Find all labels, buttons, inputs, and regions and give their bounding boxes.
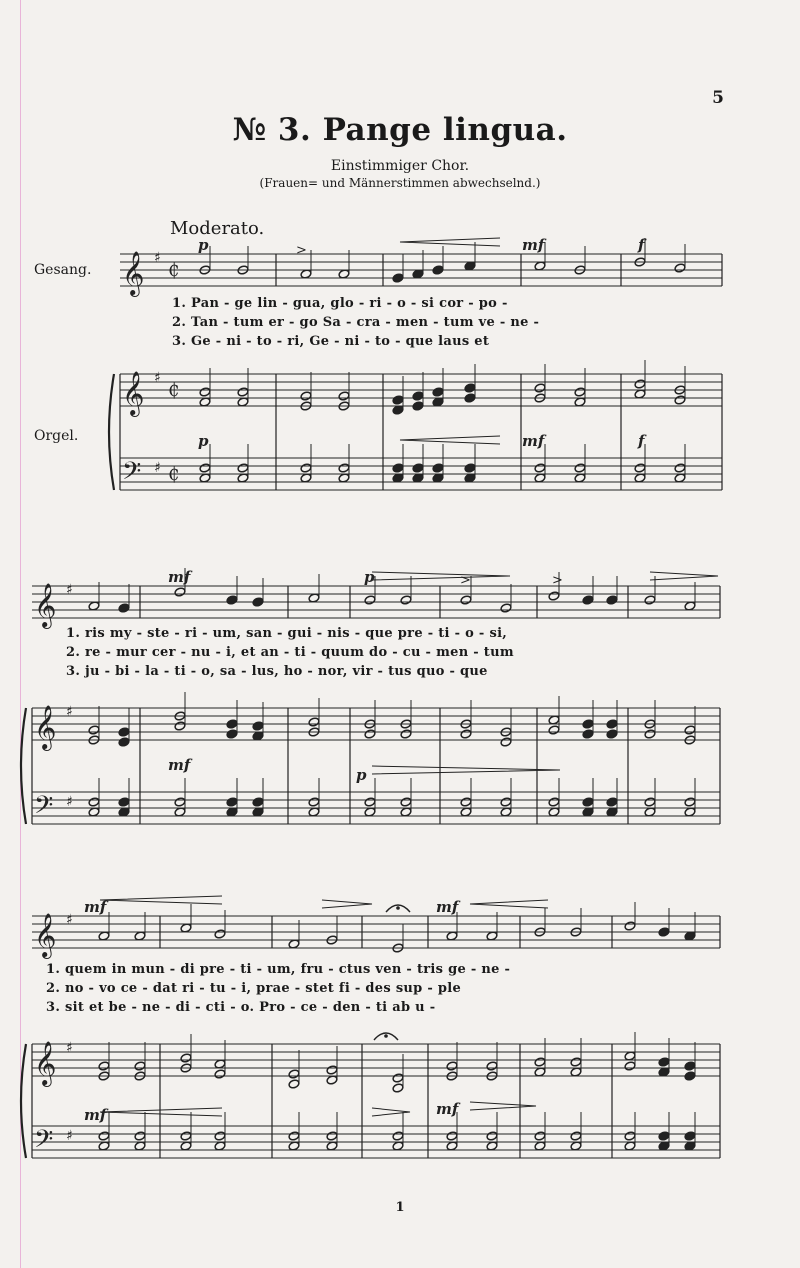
performance-note: (Frauen= und Männerstimmen abwechselnd.): [259, 176, 541, 190]
notehead: [364, 797, 376, 807]
notehead: [364, 729, 376, 739]
notehead: [226, 719, 238, 729]
notehead: [658, 1131, 670, 1141]
notehead: [237, 463, 249, 473]
sharp-icon: ♯: [66, 582, 73, 598]
notehead: [446, 1061, 458, 1071]
notehead: [674, 263, 686, 273]
clef-icon: 𝄢: [34, 791, 54, 826]
dynamic-marking: mf: [168, 568, 191, 586]
fermata-icon: [396, 906, 400, 910]
notehead: [364, 595, 376, 605]
lyric-line: 1. ris my - ste - ri - um, san - gui - nis - que pre - ti - o - si,: [66, 626, 508, 641]
decrescendo-hairpin: [372, 766, 560, 774]
notehead: [548, 591, 560, 601]
clef-icon: 𝄞: [122, 251, 145, 295]
notehead: [534, 383, 546, 393]
notehead: [392, 463, 404, 473]
footer-number: 1: [395, 1200, 405, 1215]
notehead: [288, 1131, 300, 1141]
notehead: [548, 797, 560, 807]
piece-subtitle: Einstimmiger Chor.: [330, 158, 470, 174]
decrescendo-hairpin: [372, 1108, 410, 1116]
notehead: [199, 387, 211, 397]
notehead: [634, 379, 646, 389]
notehead: [658, 1057, 670, 1067]
accent-mark: >: [296, 243, 307, 258]
notehead: [308, 797, 320, 807]
notehead: [684, 1071, 696, 1081]
notehead: [460, 797, 472, 807]
dynamic-marking: f: [638, 236, 645, 254]
notehead: [486, 1061, 498, 1071]
lyric-line: 3. ju - bi - la - ti - o, sa - lus, ho - nor, vir - tus quo - que: [66, 664, 488, 679]
notehead: [634, 463, 646, 473]
notehead: [134, 1061, 146, 1071]
crescendo-hairpin: [470, 900, 548, 908]
lyric-line: 1. quem in mun - di pre - ti - um, fru - ctus ven - tris ge - ne -: [46, 962, 511, 977]
dynamic-marking: p: [364, 568, 375, 586]
clef-icon: 𝄞: [34, 705, 57, 749]
notehead: [400, 729, 412, 739]
organ-part-label: Orgel.: [34, 428, 79, 444]
notehead: [118, 737, 130, 747]
notehead: [624, 1131, 636, 1141]
cut-time-icon: ₵: [168, 260, 180, 281]
dynamic-marking: mf: [522, 236, 545, 254]
notehead: [226, 595, 238, 605]
notehead: [534, 463, 546, 473]
dynamic-marking: p: [356, 766, 367, 784]
notehead: [392, 1073, 404, 1083]
notehead: [570, 1131, 582, 1141]
crescendo-hairpin: [400, 436, 500, 444]
notehead: [392, 1131, 404, 1141]
dynamic-marking: mf: [522, 432, 545, 450]
notehead: [674, 463, 686, 473]
clef-icon: 𝄢: [122, 457, 142, 492]
notehead: [606, 797, 618, 807]
cut-time-icon: ₵: [168, 380, 180, 401]
dynamic-marking: mf: [168, 756, 191, 774]
tempo-marking: Moderato.: [170, 218, 265, 239]
notehead: [226, 729, 238, 739]
crescendo-hairpin: [100, 896, 222, 904]
notehead: [252, 597, 264, 607]
notehead: [400, 595, 412, 605]
sharp-icon: ♯: [66, 794, 73, 810]
notehead: [500, 797, 512, 807]
notehead: [460, 729, 472, 739]
decrescendo-hairpin: [470, 1102, 536, 1110]
notehead: [326, 1131, 338, 1141]
notehead: [288, 1069, 300, 1079]
notehead: [464, 463, 476, 473]
piece-title: № 3. Pange lingua.: [232, 112, 568, 148]
clef-icon: 𝄞: [34, 1041, 57, 1085]
sharp-icon: ♯: [66, 704, 73, 720]
lyric-line: 3. Ge - ni - to - ri, Ge - ni - to - que laus et: [172, 334, 490, 349]
lyric-line: 2. re - mur cer - nu - i, et an - ti - quum do - cu - men - tum: [66, 645, 514, 660]
brace-icon: [21, 1044, 26, 1158]
notehead: [574, 463, 586, 473]
notehead: [252, 797, 264, 807]
decrescendo-hairpin: [322, 900, 372, 908]
notehead: [606, 729, 618, 739]
notehead: [174, 721, 186, 731]
notehead: [582, 595, 594, 605]
notehead: [214, 1069, 226, 1079]
notehead: [570, 1057, 582, 1067]
clef-icon: 𝄢: [34, 1125, 54, 1160]
fermata-icon: [384, 1034, 388, 1038]
sharp-icon: ♯: [66, 912, 73, 928]
crescendo-hairpin: [100, 1108, 222, 1116]
page-number: 5: [712, 88, 724, 108]
dynamic-marking: mf: [436, 898, 459, 916]
notehead: [134, 1131, 146, 1141]
notehead: [392, 395, 404, 405]
dynamic-marking: mf: [84, 898, 107, 916]
notehead: [464, 383, 476, 393]
notehead: [288, 1079, 300, 1089]
notehead: [118, 797, 130, 807]
notehead: [684, 725, 696, 735]
notehead: [412, 463, 424, 473]
dynamic-marking: p: [198, 236, 209, 254]
dynamic-marking: f: [638, 432, 645, 450]
notehead: [180, 1131, 192, 1141]
sharp-icon: ♯: [66, 1040, 73, 1056]
sharp-icon: ♯: [154, 370, 161, 386]
notehead: [486, 1131, 498, 1141]
notehead: [412, 401, 424, 411]
sharp-icon: ♯: [154, 460, 161, 476]
notehead: [300, 463, 312, 473]
lyric-line: 3. sit et be - ne - di - cti - o. Pro - ce - den - ti ab u -: [46, 1000, 436, 1015]
accent-mark: >: [460, 573, 471, 588]
notehead: [534, 1131, 546, 1141]
lyric-line: 1. Pan - ge lin - gua, glo - ri - o - si cor - po -: [172, 296, 508, 311]
decrescendo-hairpin: [372, 572, 510, 580]
notehead: [644, 595, 656, 605]
notehead: [624, 1061, 636, 1071]
dynamic-marking: p: [198, 432, 209, 450]
notehead: [118, 727, 130, 737]
notehead: [400, 797, 412, 807]
notehead: [582, 719, 594, 729]
brace-icon: [21, 708, 26, 824]
notehead: [174, 587, 186, 597]
sharp-icon: ♯: [66, 1128, 73, 1144]
notehead: [500, 737, 512, 747]
notehead: [582, 729, 594, 739]
clef-icon: 𝄞: [122, 371, 145, 415]
notehead: [432, 387, 444, 397]
notehead: [237, 387, 249, 397]
notehead: [226, 797, 238, 807]
notehead: [199, 463, 211, 473]
notehead: [88, 797, 100, 807]
lyric-line: 2. no - vo ce - dat ri - tu - i, prae - stet fi - des sup - ple: [46, 981, 462, 996]
notehead: [582, 797, 594, 807]
notehead: [624, 921, 636, 931]
notehead: [118, 603, 130, 613]
notehead: [500, 603, 512, 613]
notehead: [326, 1065, 338, 1075]
voice-part-label: Gesang.: [34, 262, 92, 278]
decrescendo-hairpin: [650, 572, 718, 580]
lyric-line: 2. Tan - tum er - go Sa - cra - men - tum ve - ne -: [172, 315, 540, 330]
notehead: [392, 1083, 404, 1093]
notehead: [574, 387, 586, 397]
clef-icon: 𝄞: [34, 913, 57, 957]
accent-mark: >: [552, 573, 563, 588]
sharp-icon: ♯: [154, 250, 161, 266]
notehead: [606, 719, 618, 729]
clef-icon: 𝄞: [34, 583, 57, 627]
notehead: [548, 725, 560, 735]
cut-time-icon: ₵: [168, 464, 180, 485]
notehead: [214, 929, 226, 939]
dynamic-marking: mf: [84, 1106, 107, 1124]
notehead: [446, 1131, 458, 1141]
notehead: [308, 717, 320, 727]
notehead: [180, 1053, 192, 1063]
notehead: [98, 1131, 110, 1141]
dynamic-marking: mf: [436, 1100, 459, 1118]
notehead: [534, 1057, 546, 1067]
notehead: [684, 1131, 696, 1141]
notehead: [460, 595, 472, 605]
notehead: [338, 391, 350, 401]
notehead: [338, 463, 350, 473]
notehead: [674, 395, 686, 405]
notehead: [684, 797, 696, 807]
notehead: [684, 1061, 696, 1071]
notehead: [252, 721, 264, 731]
crescendo-hairpin: [400, 238, 500, 246]
notehead: [214, 1131, 226, 1141]
notehead: [98, 1061, 110, 1071]
notehead: [88, 725, 100, 735]
brace-icon: [109, 374, 114, 490]
notehead: [658, 927, 670, 937]
notehead: [464, 393, 476, 403]
notehead: [300, 391, 312, 401]
notehead: [412, 391, 424, 401]
notehead: [432, 463, 444, 473]
notehead: [606, 595, 618, 605]
notehead: [644, 797, 656, 807]
notehead: [174, 797, 186, 807]
notehead: [644, 729, 656, 739]
